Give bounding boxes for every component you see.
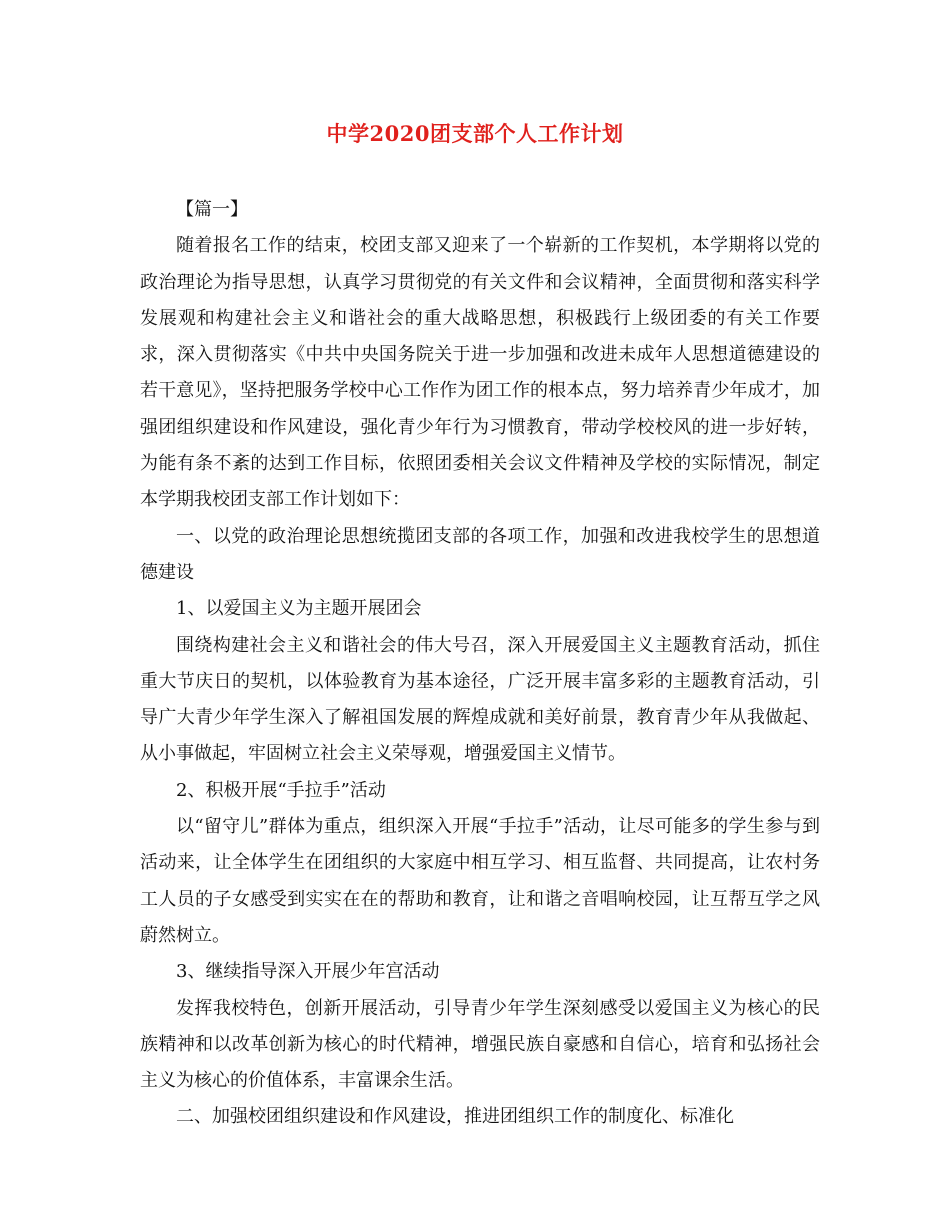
subheading-2: 2、积极开展“手拉手”活动: [176, 779, 386, 801]
document-body: [140, 192, 820, 1136]
paragraph-2: 以“留守儿”群体为重点，组织深入开展“手拉手”活动，让尽可能多的学生参与到活动来，让全体学生在团组织的大家庭中相互学习、相互监督、共同提高，让农村务工人员的子女感受到实实在在的帮助和教育，让和谐之音唱响校园，让互帮互学之风蔚然树立。: [140, 816, 820, 946]
paragraph-1: 围绕构建社会主义和谐社会的伟大号召，深入开展爱国主义主题教育活动，抓住重大节庆日的契机，以体验教育为基本途径，广泛开展丰富多彩的主题教育活动，引导广大青少年学生深入了解祖国发展的辉煌成就和美好前景，教育青少年从我做起、从小事做起，牢固树立社会主义荣辱观，增强爱国主义情节。: [140, 634, 820, 765]
heading-two: 二、加强校团组织建设和作风建设，推进团组织工作的制度化、标准化: [176, 1106, 734, 1128]
intro-paragraph: 随着报名工作的结束，校团支部又迎来了一个崭新的工作契机，本学期将以党的政治理论为指导思想，认真学习贯彻党的有关文件和会议精神，全面贯彻和落实科学发展观和构建社会主义和谐社会的重大战略思想，积极践行上级团委的有关工作要求，深入贯彻落实《中共中央国务院关于进一步加强和改进未成年人思想道德建设的若干意见》，坚持把服务学校中心工作作为团工作的根本点，努力培养青少年成才，加强团组织建设和作风建设，强化青少年行为习惯教育，带动学校校风的进一步好转，为能有条不紊的达到工作目标，依照团委相关会议文件精神及学校的实际情况，制定本学期我校团支部工作计划如下：: [140, 235, 820, 511]
document-title: 中学2020团支部个人工作计划: [326, 121, 624, 146]
section-heading: 【篇一】: [176, 199, 248, 220]
subheading-3: 3、继续指导深入开展少年宫活动: [176, 961, 440, 983]
paragraph-3: 发挥我校特色，创新开展活动，引导青少年学生深刻感受以爱国主义为核心的民族精神和以改革创新为核心的时代精神，增强民族自豪感和自信心，培育和弘扬社会主义为核心的价值体系，丰富课余生活。: [140, 997, 820, 1092]
subheading-1: 1、以爱国主义为主题开展团会: [176, 598, 422, 620]
heading-one: 一、以党的政治理论思想统揽团支部的各项工作，加强和改进我校学生的思想道德建设: [140, 525, 820, 583]
